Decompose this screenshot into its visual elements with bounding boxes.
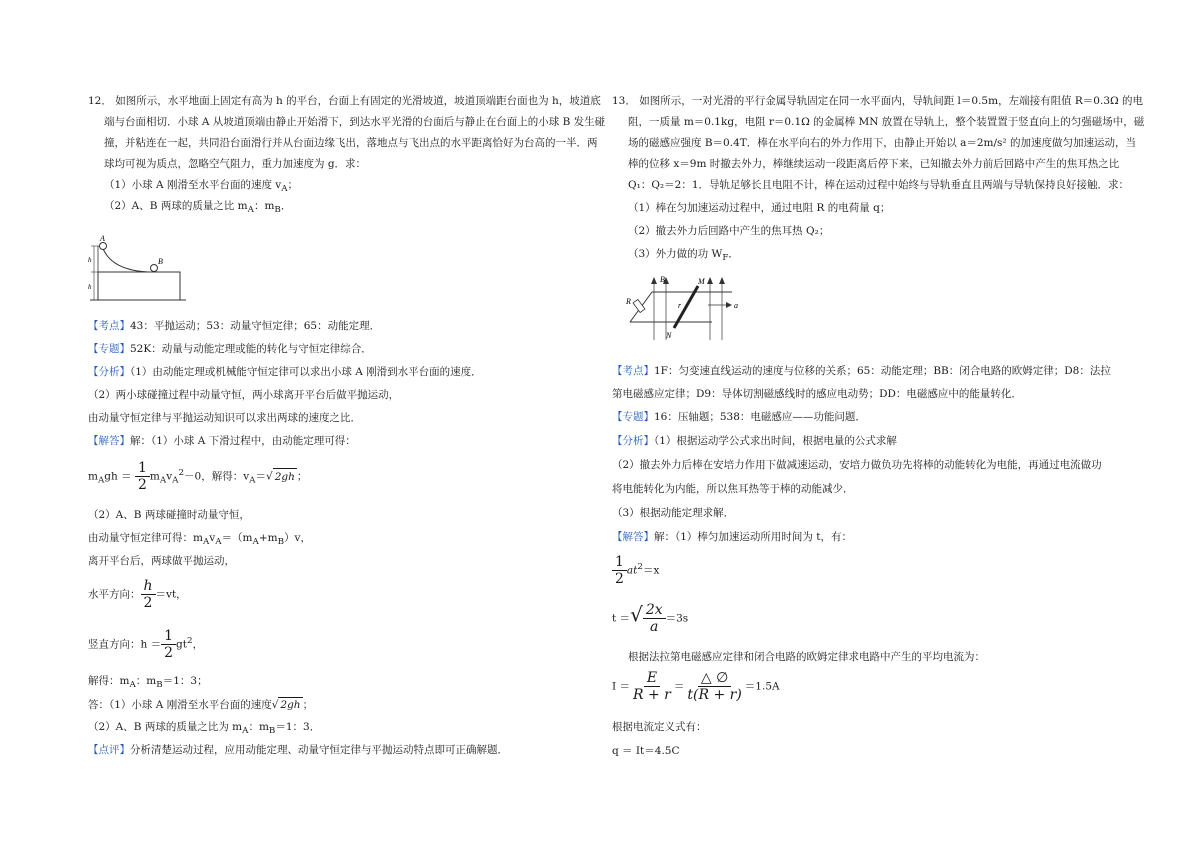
stem-line-2: 阻，一质量 m＝0.1kg，电阻 r＝0.1Ω 的金属棒 MN 放置在导轨上，整个装置置于竖直向上的匀强磁场中，磁 — [628, 116, 1145, 128]
question-1: （1）棒在匀加速运动过程中，通过电阻 R 的电荷量 q； — [628, 202, 891, 214]
equation-displacement: $\frac{1}{2}$ $at^2=x$ — [612, 554, 659, 587]
label-h1: h — [88, 256, 92, 264]
label-A: A — [100, 234, 105, 243]
question-1: （1）小球 A 刚滑至水平台面的速度 $v_A$； — [104, 179, 299, 195]
jieda: 【解答】解：（1）棒匀加速运动所用时间为 t，有： — [612, 531, 852, 543]
fenxi: 【分析】（1）根据运动学公式求出时间，根据电量的公式求解 — [612, 435, 897, 447]
label-r: r — [678, 301, 682, 310]
label-N: N — [666, 331, 672, 340]
jieda: 【解答】解：（1）小球 A 下滑过程中，由动能定理可得： — [88, 435, 356, 447]
fenxi-line-3: 将电能转化为内能，所以焦耳热等于棒的动能减少． — [612, 483, 854, 495]
dianping: 【点评】分析清楚运动过程，应用动能定理、动量守恒定律与平抛运动特点即可正确解题． — [88, 744, 508, 756]
kaodian-line-2: 第电磁感应定律；D9：导体切割磁感线时的感应电动势；DD：电磁感应中的能量转化． — [612, 388, 1022, 400]
jieda-line-4: 离开平台后，两球做平抛运动， — [88, 555, 235, 567]
kaodian: 【考点】1F：匀变速直线运动的速度与位移的关系；65：动能定理；BB：闭合电路的欧姆定律；D8：法拉 — [612, 365, 1111, 377]
question-2: （2）撤去外力后回路中产生的焦耳热 Q₂； — [628, 225, 830, 237]
fenxi-line-2: （2）两小球碰撞过程中动量守恒，两小球离开平台后做平抛运动， — [88, 389, 400, 401]
fenxi-line-2: （2）撤去外力后棒在安培力作用下做减速运动，安培力做负功先将棒的动能转化为电能，再通过电流做功 — [612, 459, 1102, 471]
stem-line-4: 棒的位移 x＝9m 时撤去外力，棒继续运动一段距离后停下来，已知撤去外力前后回路中产生的焦耳热之比 — [628, 158, 1120, 170]
stem-line-5: Q₁：Q₂＝2：1．导轨足够长且电阻不计，棒在运动过程中始终与导轨垂直且两端与导轨保持良好接触．求： — [628, 179, 1129, 191]
label-B: B — [660, 275, 665, 284]
label-B: B — [158, 257, 163, 266]
label-R: R — [626, 297, 631, 306]
stem-line-3: 撞，并粘连在一起，共同沿台面滑行并从台面边缘飞出，落地点与飞出点的水平距离恰好为台高的一半．两 — [104, 137, 598, 149]
stem-line-1: 13． 如图所示，一对光滑的平行金属导轨固定在同一水平面内，导轨间距 l＝0.5m，左端接有阻值 R＝0.3Ω 的电 — [612, 95, 1144, 107]
label-M: M — [698, 277, 705, 286]
fenxi-line-4: （3）根据动能定理求解． — [612, 507, 735, 519]
jieda-line-2: 根据法拉第电磁感应定律和闭合电路的欧姆定律求电路中产生的平均电流为： — [628, 651, 985, 663]
slope-platform-figure — [88, 234, 188, 304]
equation-charge: q ＝ It＝4.5C — [612, 745, 680, 757]
result-line: 解得：$m_A$：$m_B=1$：3； — [88, 675, 208, 691]
equation-energy: $m_Agh$ ＝ $\frac{1}{2}$ $m_Av_A^2-0$，解得：$v_A=√$ 2gh ； — [88, 460, 308, 493]
stem-line-4: 球均可视为质点，忽略空气阻力，重力加速度为 g．求： — [104, 158, 367, 170]
label-h2: h — [88, 283, 92, 291]
question-2: （2）A、B 两球的质量之比 $m_A$：$m_B$． — [104, 200, 292, 216]
equation-current: I ＝ $\frac{E}{R + r}$ ＝ $\frac{\triangle \emptyset}{t(R + r)}$ ＝1.5A — [612, 670, 780, 703]
stem-line-1: 12． 如图所示，水平地面上固定有高为 h 的平台，台面上有固定的光滑坡道，坡道顶端距台面也为 h，坡道底 — [88, 95, 601, 107]
fenxi-line-3: 由动量守恒定律与平抛运动知识可以求出两球的速度之比． — [88, 412, 361, 424]
jieda-line-2: （2）A、B 两球碰撞时动量守恒， — [88, 509, 250, 521]
fenxi: 【分析】（1）由动能定理或机械能守恒定律可以求出小球 A 刚滑到水平台面的速度． — [88, 366, 482, 378]
answer-1: 答：（1）小球 A 刚滑至水平台面的速度√ 2gh ； — [88, 699, 314, 711]
answer-2: （2）A、B 两球的质量之比为 $m_A$：$m_B=1$：3． — [88, 721, 321, 737]
kaodian: 【考点】43：平抛运动；53：动量守恒定律；65：动能定理． — [88, 320, 381, 332]
jieda-line-3: 根据电流定义式有： — [612, 721, 707, 733]
zhuanti: 【专题】52K：动量与动能定理或能的转化与守恒定律综合． — [88, 343, 372, 355]
horizontal-equation: 水平方向： $\frac{h}{2}$ ＝vt， — [88, 578, 187, 611]
stem-line-2: 端与台面相切．小球 A 从坡道顶端由静止开始滑下，到达水平光滑的台面后与静止在台面上的小球 B 发生碰 — [104, 116, 606, 128]
vertical-equation: 竖直方向：h ＝ $\frac{1}{2}$ $gt^2$， — [88, 628, 204, 661]
question-3: （3）外力做的功 $W_F$． — [628, 248, 739, 264]
momentum-equation: 由动量守恒定律可得：$m_Av_A=(m_A+m_B)v$， — [88, 532, 311, 548]
zhuanti: 【专题】16：压轴题；538：电磁感应——功能问题． — [612, 411, 866, 423]
label-a: a — [734, 301, 738, 310]
stem-line-3: 场的磁感应强度 B＝0.4T．棒在水平向右的外力作用下，由静止开始以 a＝2m/s² 的加速度做匀加速运动，当 — [628, 137, 1136, 149]
equation-time: t ＝√ $\frac{2x}{a}$ ＝3s — [612, 602, 689, 635]
rail-rod-figure — [622, 272, 742, 350]
